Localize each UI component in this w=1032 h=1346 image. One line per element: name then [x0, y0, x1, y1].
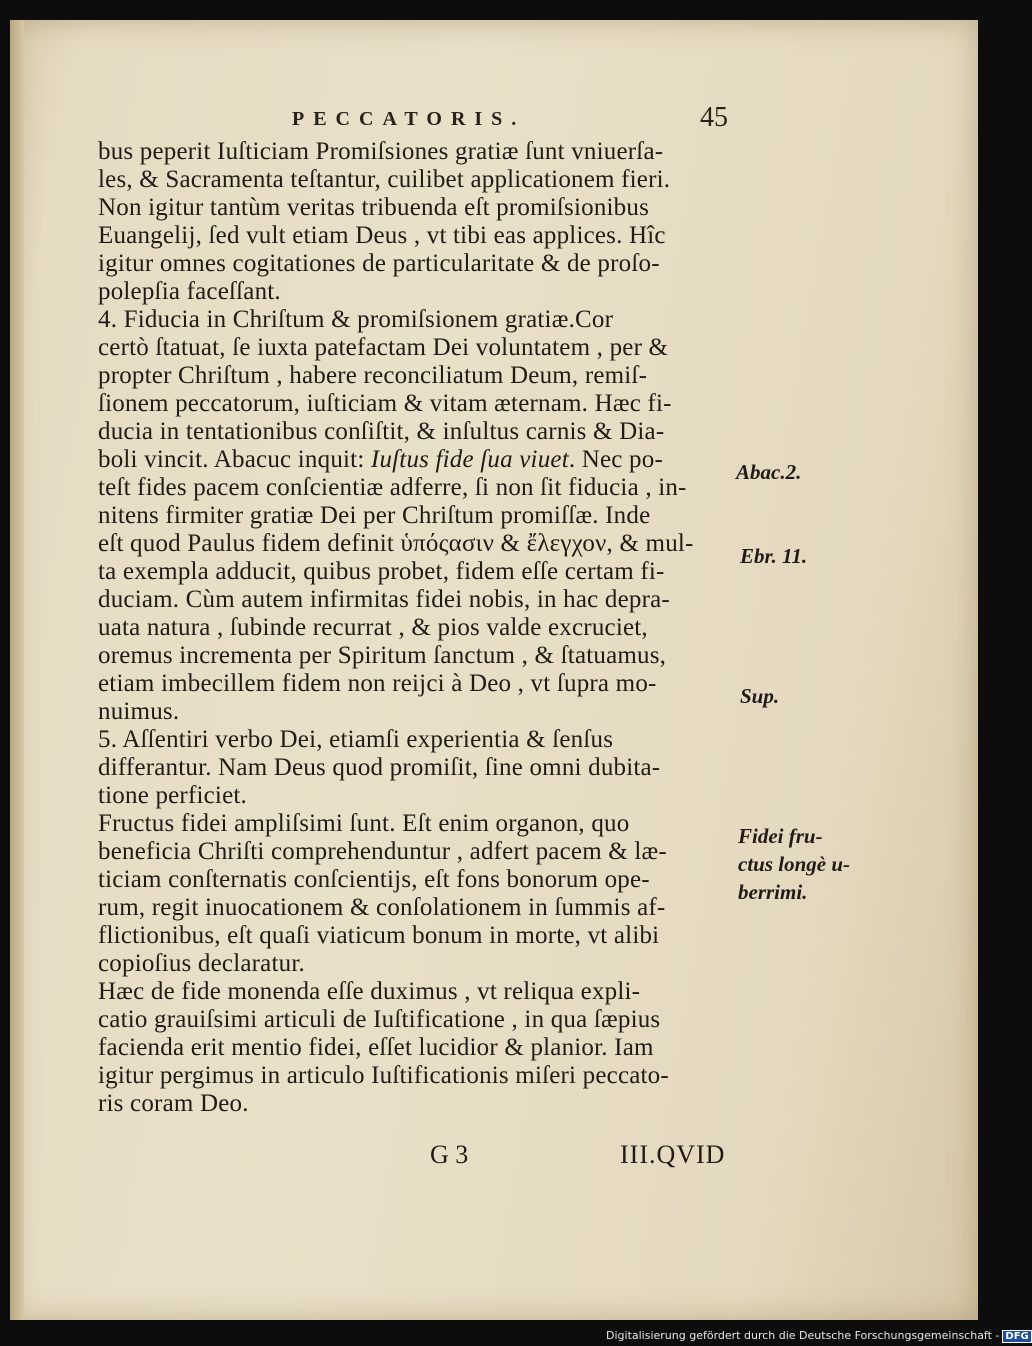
line-text: les, & Sacramenta teſtantur, cuilibet applicationem fieri. — [98, 166, 671, 193]
text-line — [98, 782, 247, 810]
text-line — [98, 614, 648, 642]
signature-mark: G 3 — [430, 1140, 469, 1169]
line-text: teſt fides pacem conſcientiæ adferre, ſi non ſit fiducia , in- — [98, 474, 687, 501]
line-text: uata natura , ſubinde recurrat , & pios valde excruciet, — [98, 614, 648, 641]
text-line — [98, 1062, 669, 1090]
text-line — [98, 642, 666, 670]
line-text: bus peperit Iuſticiam Promiſsiones gratiæ ſunt vniuerſa- — [98, 138, 664, 165]
text-line — [98, 922, 659, 950]
text-line — [98, 838, 667, 866]
dfg-logo: DFG — [1002, 1330, 1031, 1343]
line-text: tione perficiet. — [98, 782, 247, 809]
line-text: ta exempla adducit, quibus probet, fidem eſſe certam fi- — [98, 558, 665, 585]
text-line — [98, 698, 179, 726]
line-text: propter Chriſtum , habere reconciliatum Deum, remiſ- — [98, 362, 648, 389]
text-line — [98, 222, 666, 250]
margin-note-fructus-3: berrimi. — [738, 880, 808, 904]
line-text: beneficia Chriſti comprehenduntur , adfert pacem & læ- — [98, 838, 667, 865]
text-line — [98, 530, 694, 558]
line-text: oremus incrementa per Spiritum ſanctum , & ſtatuamus, — [98, 642, 667, 669]
text-line — [98, 558, 665, 586]
text-line — [98, 810, 629, 838]
line-text: ducia in tentationibus conſiſtit, & inſultus carnis & Dia- — [98, 418, 665, 445]
digitization-credit — [606, 1329, 1029, 1343]
text-line — [98, 586, 670, 614]
line-text: ſionem peccatorum, iuſticiam & vitam æternam. Hæc fi- — [98, 390, 672, 417]
text-line — [98, 670, 657, 698]
line-text: catio grauiſsimi articuli de Iuſtificatione , in qua ſæpius — [98, 1006, 661, 1033]
line-text: certò ſtatuat, ſe iuxta patefactam Dei voluntatem , per & — [98, 334, 669, 361]
margin-note-fructus-2: ctus longè u- — [738, 852, 851, 876]
line-text: ris coram Deo. — [98, 1090, 249, 1117]
text-line — [98, 1090, 249, 1118]
text-line — [98, 978, 640, 1006]
text-line — [98, 1034, 654, 1062]
text-line — [98, 866, 650, 894]
line-text: 4. Fiducia in Chriſtum & promiſsionem gratiæ.Cor — [98, 306, 614, 333]
text-line — [98, 166, 670, 194]
line-text: Hæc de fide monenda eſſe duximus , vt reliqua expli- — [98, 978, 641, 1005]
text-line — [98, 1006, 660, 1034]
line-text: flictionibus, eſt quaſi viaticum bonum in morte, vt alibi — [98, 922, 660, 949]
running-head: PECCATORIS. — [292, 108, 526, 130]
text-line — [98, 194, 649, 222]
text-line — [98, 446, 663, 474]
catchword: III.QVID — [620, 1140, 726, 1169]
margin-note-sup: Sup. — [740, 684, 780, 708]
margin-note-abac: Abac.2. — [736, 460, 802, 484]
line-text: nitens firmiter gratiæ Dei per Chriſtum promiſſæ. Inde — [98, 502, 651, 529]
text-line — [98, 334, 668, 362]
line-text: igitur omnes cogitationes de particularitate & de proſo- — [98, 250, 660, 277]
text-line — [98, 474, 687, 502]
margin-note-ebr: Ebr. 11. — [740, 544, 808, 568]
line-text: Fructus fidei ampliſsimi ſunt. Eſt enim organon, quo — [98, 810, 630, 837]
line-text: Euangelij, ſed vult etiam Deus , vt tibi eas applices. Hîc — [98, 222, 666, 249]
line-text: duciam. Cùm autem infirmitas fidei nobis, in hac depra- — [98, 586, 670, 613]
text-line — [98, 726, 613, 754]
scripture-quote: Iuſtus fide ſua viuet — [370, 446, 569, 473]
line-text: eſt quod Paulus fidem definit ὑπόςασιν & ἔλεγχον, & mul- — [98, 530, 694, 557]
line-text: differantur. Nam Deus quod promiſit, ſine omni dubita- — [98, 754, 661, 781]
text-line — [98, 502, 650, 530]
line-text: copioſius declaratur. — [98, 950, 305, 977]
line-text: ticiam conſternatis conſcientijs, eſt fons bonorum ope- — [98, 866, 650, 893]
margin-note-fructus-1: Fidei fru- — [738, 824, 823, 848]
line-text: Non igitur tantùm veritas tribuenda eſt promiſsionibus — [98, 194, 649, 221]
text-line — [98, 754, 660, 782]
line-text: nuimus. — [98, 698, 180, 725]
line-text: rum, regit inuocationem & conſolationem in ſummis af- — [98, 894, 666, 921]
line-text: . Nec po- — [568, 446, 663, 473]
text-line — [98, 306, 613, 334]
book-page — [10, 20, 978, 1320]
line-text: polepſia faceſſant. — [98, 278, 281, 305]
text-line — [98, 390, 672, 418]
text-line — [98, 894, 665, 922]
text-line — [98, 138, 663, 166]
line-text: boli vincit. Abacuc inquit: — [98, 446, 371, 473]
page-number: 45 — [700, 102, 728, 133]
text-line — [98, 278, 281, 306]
line-text: etiam imbecillem fidem non reijci à Deo , vt ſupra mo- — [98, 670, 657, 697]
text-line — [98, 418, 664, 446]
line-text: igitur pergimus in articulo Iuſtificationis miſeri peccato- — [98, 1062, 669, 1089]
credit-text: Digitalisierung gefördert durch die Deutsche Forschungsgemeinschaft - — [606, 1329, 1000, 1342]
line-text: facienda erit mentio fidei, eſſet lucidior & planior. Iam — [98, 1034, 654, 1061]
line-text: 5. Aſſentiri verbo Dei, etiamſi experientia & ſenſus — [98, 726, 614, 753]
text-line — [98, 250, 660, 278]
text-line — [98, 362, 647, 390]
text-line — [98, 950, 305, 978]
